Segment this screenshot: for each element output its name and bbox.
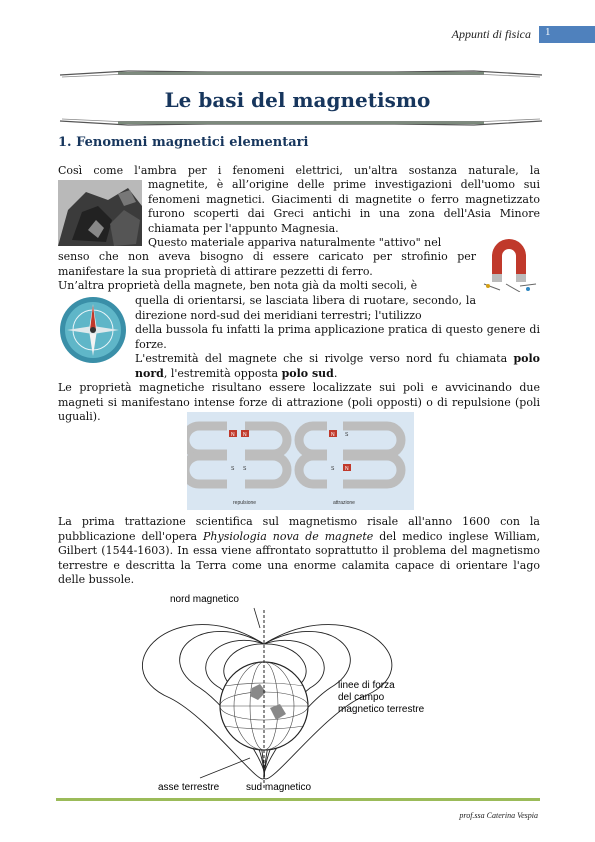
footer-author: prof.ssa Caterina Vespia [459, 811, 538, 820]
horseshoe-magnet-photo [480, 234, 538, 292]
paragraph-1-rest: magnetite, è all’origine delle prime investigazioni dell'uomo sui fenomeni magnetici. Giacimenti di magnetite o ferro magnetizzato furono scoperti dai Greci antichi in una zona dell'Asia Minore chiamata per l'appunto Magnesia. [148, 178, 540, 235]
footer-rule [56, 798, 540, 801]
north-magnetic-label: nord magnetico [170, 594, 239, 605]
bottom-ornament [58, 116, 544, 128]
paragraph-2-rest: senso che non aveva bisogno di essere caricato per strofinio per manifestare la sua proprietà di attirare pezzetti di ferro. [58, 250, 476, 278]
svg-text:N: N [345, 466, 349, 472]
magnetite-photo [58, 180, 142, 246]
south-pole-term: polo sud [281, 366, 334, 380]
svg-text:N: N [243, 432, 247, 438]
svg-text:S: S [243, 466, 247, 472]
book-title: Physiologia nova de magnete [203, 529, 374, 543]
attraction-label: attrazione [333, 500, 355, 506]
repulsion-label: repulsione [233, 500, 257, 506]
svg-text:magnetico terrestre: magnetico terrestre [338, 704, 425, 715]
earth-axis-label: asse terrestre [158, 782, 220, 793]
earth-magnetic-field-figure [140, 588, 460, 793]
page-title: Le basi del magnetismo [164, 88, 431, 112]
south-magnetic-label: sud magnetico [246, 782, 312, 793]
page-number: 1 [539, 26, 595, 43]
svg-text:N: N [331, 432, 335, 438]
running-header: Appunti di fisica [451, 27, 531, 41]
magnets-attraction-repulsion-figure [187, 412, 414, 510]
paragraph-3-rest: quella di orientarsi, se lasciata libera di ruotare, secondo, la direzione nord-sud dei meridiani terrestri; l'utilizzo [135, 294, 476, 322]
svg-text:S: S [331, 466, 335, 472]
north-pole-term: polo nord [135, 352, 540, 380]
top-ornament [58, 68, 544, 80]
paragraph-3-first-line: Un’altra proprietà della magnete, ben nota già da molti secoli, è [58, 279, 418, 292]
paragraph-3-continuation: della bussola fu infatti la prima applicazione pratica di questo genere di forze. [135, 323, 540, 351]
compass-photo [58, 295, 128, 365]
paragraph-1-first-line: Così come l'ambra per i fenomeni elettrici, un'altra sostanza naturale, la [58, 164, 540, 177]
field-lines-label: linee di forza [338, 680, 395, 691]
paragraph-2-first-line: Questo materiale appariva naturalmente "attivo" nel [148, 236, 442, 249]
paragraph-4: L'estremità del magnete che si rivolge verso nord fu chiamata polo nord, l'estremità opposta polo sud. [135, 352, 540, 380]
svg-text:S: S [231, 466, 235, 472]
svg-text:del campo: del campo [338, 692, 385, 703]
svg-text:S: S [345, 432, 349, 438]
svg-text:N: N [231, 432, 235, 438]
section-heading: 1. Fenomeni magnetici elementari [58, 135, 309, 150]
paragraph-5: Le proprietà magnetiche risultano essere localizzate sui poli e avvicinando due magneti si manifestano intense forze di attrazione (poli opposti) o di repulsione (poli uguali). [58, 381, 540, 424]
paragraph-6: La prima trattazione scientifica sul magnetismo risale all'anno 1600 con la pubblicazione dell'opera Physiologia nova de magnete del medico inglese William, Gilbert (1544-1603). In essa viene affrontato soprattutto il problema del magnetismo terrestre e descritta la Terra come una enorme calamita capace di orientare l'ago delle bussole. [58, 515, 540, 587]
